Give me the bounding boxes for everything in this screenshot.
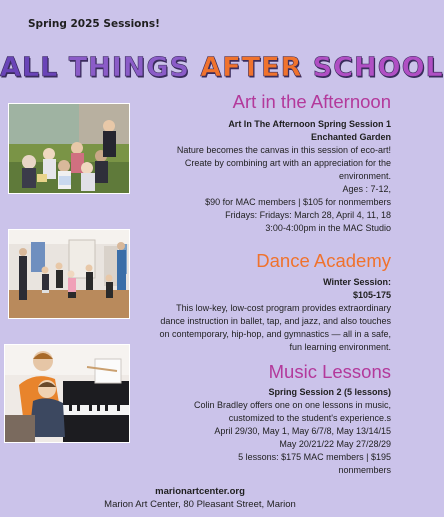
music-description-line-1: Colin Bradley offers one on one lessons in music, <box>194 400 391 410</box>
music-lesson-photo <box>4 344 130 443</box>
music-session-name: Spring Session 2 (5 lessons) <box>268 387 391 397</box>
art-ages: Ages : 7-12, <box>342 184 391 194</box>
page-headline <box>0 52 444 83</box>
music-section-title: Music Lessons <box>268 361 391 382</box>
footer-address: Marion Art Center, 80 Pleasant Street, Marion <box>104 499 296 510</box>
footer <box>0 485 400 511</box>
music-dates-line-2: May 20/21/22 May 27/28/29 <box>279 439 391 449</box>
art-description-line-3: environment. <box>338 171 391 181</box>
dance-section-title: Dance Academy <box>256 250 391 271</box>
art-price: $90 for MAC members | $105 for nonmembers <box>205 197 391 207</box>
art-dates: Fridays: Fridays: March 28, April 4, 11, 18 <box>225 210 391 220</box>
art-session-name: Art In The Afternoon Spring Session 1 <box>228 119 391 129</box>
headline-word-3: AFTER <box>200 52 303 83</box>
art-class-photo <box>8 103 130 194</box>
art-description-line-1: Nature becomes the canvas in this session of eco-art! <box>176 145 391 155</box>
dance-section-body <box>160 276 391 354</box>
art-time-location: 3:00-4:00pm in the MAC Studio <box>265 223 391 233</box>
headline-word-1: ALL <box>0 52 59 83</box>
art-session-subtitle: Enchanted Garden <box>310 132 391 142</box>
dance-description-line-4: fun learning environment. <box>289 342 391 352</box>
music-price-line-1: 5 lessons: $175 MAC members | $195 <box>238 452 391 462</box>
art-section-title: Art in the Afternoon <box>232 91 391 112</box>
season-label: Spring 2025 Sessions! <box>28 18 160 30</box>
headline-word-2: THINGS <box>68 52 190 83</box>
music-description-line-2: customized to the student's experience.s <box>228 413 391 423</box>
music-section-body <box>194 386 391 477</box>
music-dates-line-1: April 29/30, May 1, May 6/7/8, May 13/14/15 <box>214 426 391 436</box>
art-description-line-2: Create by combining art with an appreciation for the <box>184 158 391 168</box>
art-section-body <box>177 118 391 235</box>
dance-description-line-2: dance instruction in ballet, tap, and jazz, and also touches <box>160 316 391 326</box>
footer-website[interactable]: marionartcenter.org <box>155 486 245 497</box>
dance-price: $105-175 <box>352 290 391 300</box>
music-price-line-2: nonmembers <box>338 465 391 475</box>
dance-session-name: Winter Session: <box>323 277 391 287</box>
dance-class-photo <box>8 229 130 319</box>
dance-description-line-1: This low-key, low-cost program provides extraordinary <box>176 303 391 313</box>
headline-word-4: SCHOOL <box>312 52 444 83</box>
dance-description-line-3: on contemporary, hip-hop, and gymnastics — all in a safe, <box>159 329 391 339</box>
